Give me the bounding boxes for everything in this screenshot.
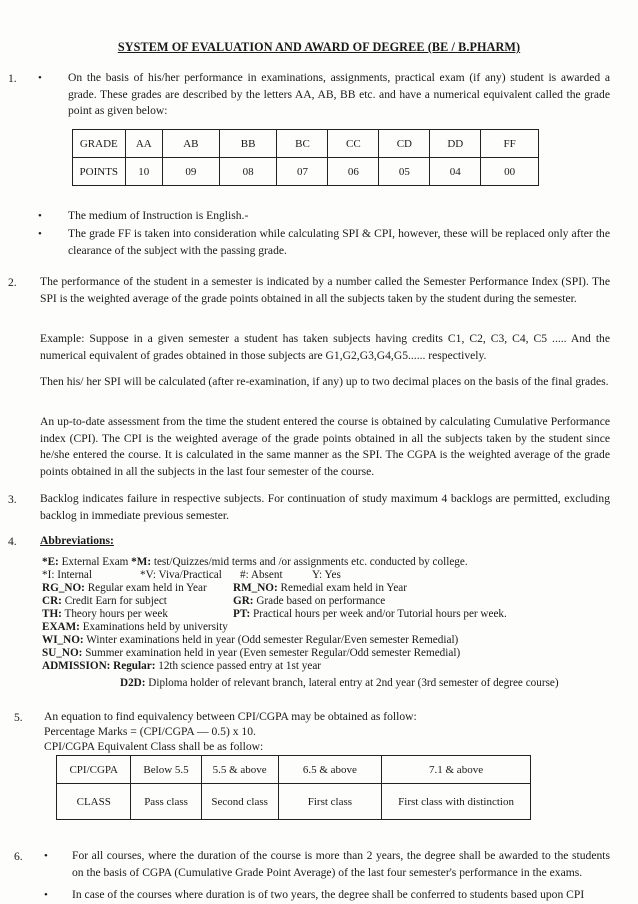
section-2-spi-calc: Then his/ her SPI will be calculated (after re-examination, if any) up to two decimal places on the basis of the final grades. (40, 375, 609, 388)
grade-cell: BB (219, 130, 277, 158)
abbr-line (42, 569, 92, 582)
bullet-icon: • (38, 210, 42, 222)
abbr-key: ADMISSION: Regular: (42, 660, 156, 672)
section-5-class-intro: CPI/CGPA Equivalent Class shall be as follow: (44, 740, 264, 753)
abbr-line (42, 660, 321, 673)
abbr-line (42, 647, 460, 660)
abbr-value: Remedial exam held in Year (277, 582, 407, 594)
abbr-key: PT: (233, 608, 251, 620)
abbr-value: Grade based on performance (253, 595, 386, 607)
class-table-cell: 7.1 & above (382, 756, 531, 784)
abbr-key: RG_NO: (42, 582, 85, 594)
abbr-key: CR: (42, 595, 62, 607)
bullet-icon: • (38, 228, 42, 240)
class-table-cell: 5.5 & above (201, 756, 278, 784)
section-6-bullet-two-year: In case of the courses where duration is of two years, the degree shall be conferred to students based upon CPI (72, 888, 585, 901)
abbr-value: Credit Earn for subject (61, 595, 167, 607)
class-table-cell: CLASS (57, 784, 131, 820)
class-table-cell: Below 5.5 (131, 756, 201, 784)
points-cell: 09 (162, 158, 219, 186)
bullet-icon: • (38, 72, 42, 84)
abbr-value: 12th science passed entry at 1st year (155, 660, 322, 672)
abbr-value: *I: Internal (42, 569, 93, 581)
abbr-key: *E: (42, 556, 59, 568)
points-cell: 06 (328, 158, 379, 186)
section-1-bullet-ff: The grade FF is taken into consideration while calculating SPI & CPI, however, these will be replaced only after the clearance of the subject with the passing grade. (68, 227, 610, 257)
bullet-icon: • (44, 889, 48, 901)
grade-cell: AA (125, 130, 162, 158)
abbr-key: WI_NO: (42, 634, 84, 646)
abbr-key: GR: (233, 595, 254, 607)
class-table-cell: First class (278, 784, 381, 820)
points-label: POINTS (73, 158, 126, 186)
abbreviations-heading-text: Abbreviations (40, 534, 111, 547)
section-2-spi: The performance of the student in a semester is indicated by a number called the Semester Performance Index (SPI). The SPI is the weighted average of the grade points obtained in all the subjects taken by the student during the semester. (40, 275, 610, 305)
section-number: 3. (8, 493, 17, 506)
section-3-backlog: Backlog indicates failure in respective subjects. For continuation of study maximum 4 backlogs are permitted, excluding backlog in immediate previous semester. (40, 492, 610, 522)
abbr-value: Y: Yes (312, 569, 341, 581)
class-table (56, 755, 531, 820)
abbr-key: *M: (131, 556, 152, 568)
abbr-key: EXAM: (42, 621, 80, 633)
grade-table (72, 129, 539, 186)
abbr-line (42, 621, 228, 634)
points-cell: 07 (277, 158, 328, 186)
abbr-value: #: Absent (240, 569, 283, 581)
class-table-cell: Second class (201, 784, 278, 820)
abbr-line (233, 608, 507, 621)
bullet-icon: • (44, 850, 48, 862)
abbr-line (42, 556, 468, 569)
abbreviations-heading: Abbreviations: (40, 534, 114, 547)
points-cell: 00 (481, 158, 539, 186)
grade-cell: BC (277, 130, 328, 158)
points-cell: 05 (379, 158, 430, 186)
abbr-line (42, 582, 207, 595)
section-5-formula: Percentage Marks = (CPI/CGPA — 0.5) x 10. (44, 725, 256, 738)
abbr-value: *V: Viva/Practical (140, 569, 222, 581)
grade-cell: AB (162, 130, 219, 158)
section-number: 6. (14, 850, 23, 863)
section-6-bullet-cgpa: For all courses, where the duration of the course is more than 2 years, the degree shall be awarded to the students on the basis of CGPA (Cumulative Grade Point Average) of the last four semester's performance in the exams. (72, 849, 610, 879)
class-table-cell: Pass class (131, 784, 201, 820)
abbr-key: RM_NO: (233, 582, 278, 594)
points-cell: 08 (219, 158, 277, 186)
class-table-cell: CPI/CGPA (57, 756, 131, 784)
grade-cell: CC (328, 130, 379, 158)
abbr-value: Summer examination held in year (Even semester Regular/Odd semester Remedial) (82, 647, 461, 659)
section-1-intro: On the basis of his/her performance in examinations, assignments, practical exam (if any) student is awarded a grade. These grades are described by the letters AA, AB, BB etc. and have a numerical equivalent called the grade point as given below: (68, 71, 610, 117)
grade-cell: FF (481, 130, 539, 158)
abbr-value: Practical hours per week and/or Tutorial hours per week. (250, 608, 507, 620)
abbr-line (233, 582, 407, 595)
abbr-line (42, 634, 458, 647)
page-title: SYSTEM OF EVALUATION AND AWARD OF DEGREE (BE / B.PHARM) (117, 40, 521, 54)
abbr-line (233, 595, 385, 608)
abbr-line (42, 608, 168, 621)
class-table-cell: First class with distinction (382, 784, 531, 820)
abbr-key: SU_NO: (42, 647, 83, 659)
points-cell: 04 (430, 158, 481, 186)
abbr-value: Examinations held by university (79, 621, 228, 633)
abbr-value: test/Quizzes/mid terms and /or assignments etc. conducted by college. (151, 556, 468, 568)
section-number: 5. (14, 711, 23, 724)
grade-cell: DD (430, 130, 481, 158)
section-number: 2. (8, 276, 17, 289)
class-table-cell: 6.5 & above (278, 756, 381, 784)
grade-label: GRADE (73, 130, 126, 158)
section-number: 4. (8, 535, 17, 548)
abbr-value: Regular exam held in Year (84, 582, 207, 594)
abbr-value: External Exam (58, 556, 132, 568)
abbr-value: Diploma holder of relevant branch, lateral entry at 2nd year (3rd semester of degree course) (145, 677, 559, 689)
abbr-line (120, 677, 559, 690)
abbr-key: D2D: (120, 677, 146, 689)
abbr-value: Theory hours per week (61, 608, 168, 620)
section-1-bullet-medium: The medium of Instruction is English.- (68, 209, 249, 222)
abbr-line (42, 595, 167, 608)
abbr-value: Winter examinations held in year (Odd semester Regular/Even semester Remedial) (83, 634, 459, 646)
section-number: 1. (8, 72, 17, 85)
abbr-key: TH: (42, 608, 62, 620)
points-cell: 10 (125, 158, 162, 186)
section-2-example: Example: Suppose in a given semester a student has taken subjects having credits C1, C2, C3, C4, C5 ..... And the numerical equivalent of grades obtained in those subjects are G1,G2,G3,G4,G5...... respectively. (40, 332, 610, 362)
grade-cell: CD (379, 130, 430, 158)
section-2-cpi: An up-to-date assessment from the time the student entered the course is obtained by calculating Cumulative Performance index (CPI). The CPI is the weighted average of the grade points obtained in all the subjects taken by the student since he/she entered the course. It is calculated in the same manner as the SPI. The CGPA is the weighted average of the grade points obtained in all the subjects in the last four semester of the course. (40, 415, 610, 478)
section-5-equation-intro: An equation to find equivalency between CPI/CGPA may be obtained as follow: (44, 710, 417, 723)
